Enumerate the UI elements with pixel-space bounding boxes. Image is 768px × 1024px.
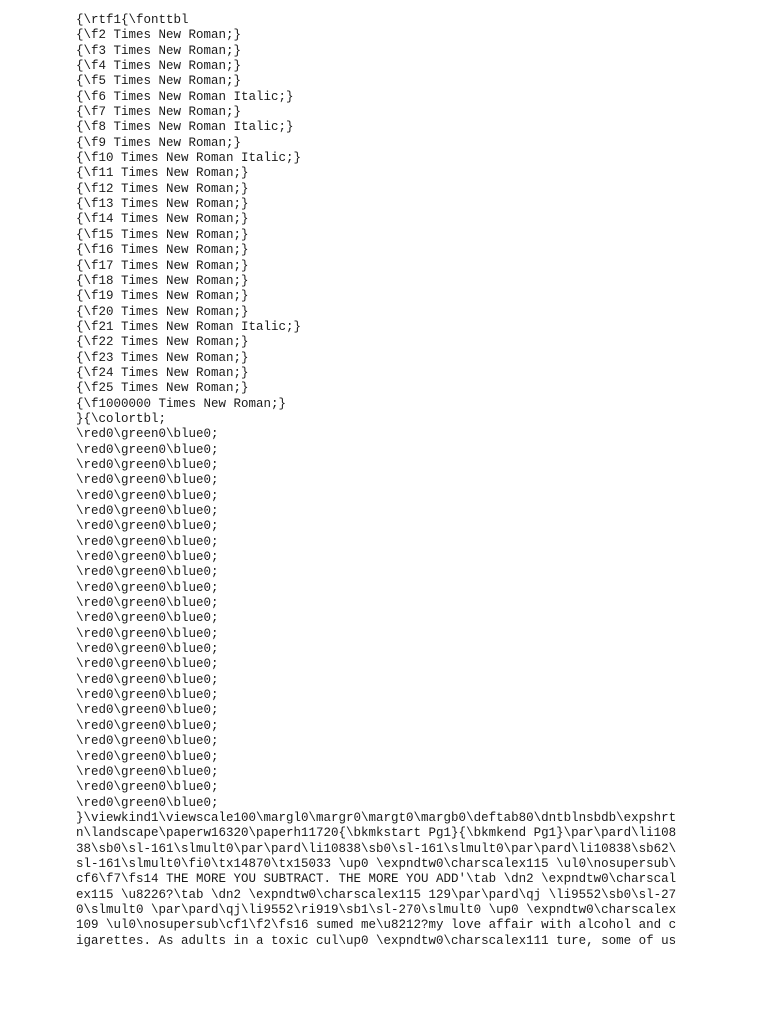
rtf-code-line: }{\colortbl; bbox=[76, 411, 167, 426]
rtf-code-line: 109 \ul0\nosupersub\cf1\f2\fs16 sumed me\u8212?my love affair with alcohol and c bbox=[76, 918, 677, 933]
rtf-code-line: \red0\green0\blue0; bbox=[76, 718, 219, 733]
rtf-code-line: {\f18 Times New Roman;} bbox=[76, 273, 249, 288]
rtf-code-line: {\f3 Times New Roman;} bbox=[76, 43, 242, 58]
rtf-code-line: \red0\green0\blue0; bbox=[76, 488, 219, 503]
rtf-code-line: \red0\green0\blue0; bbox=[76, 780, 219, 795]
rtf-code-line: \red0\green0\blue0; bbox=[76, 473, 219, 488]
rtf-code-line: {\rtf1{\fonttbl bbox=[76, 13, 189, 27]
rtf-code-line: \red0\green0\blue0; bbox=[76, 504, 219, 518]
rtf-code-line: n\landscape\paperw16320\paperh11720{\bkmkstart Pg1}{\bkmkend Pg1}\par\pard\li108 bbox=[76, 826, 677, 841]
rtf-code-line: \red0\green0\blue0; bbox=[76, 534, 219, 549]
rtf-source-document bbox=[76, 13, 676, 949]
rtf-code-line: sl-161\slmult0\fi0\tx14870\tx15033 \up0 \expndtw0\charscalex115 \ul0\nosupersub\ bbox=[76, 856, 677, 871]
rtf-code-line: {\f22 Times New Roman;} bbox=[76, 335, 249, 350]
rtf-code-line: \red0\green0\blue0; bbox=[76, 642, 219, 657]
rtf-code-line: {\f17 Times New Roman;} bbox=[76, 258, 249, 273]
rtf-code-line: \red0\green0\blue0; bbox=[76, 442, 219, 457]
rtf-code-line: }\viewkind1\viewscale100\margl0\margr0\margt0\margb0\deftab80\dntblnsbdb\expshrt bbox=[76, 810, 677, 825]
rtf-code-line: \red0\green0\blue0; bbox=[76, 596, 219, 611]
rtf-code-line: {\f20 Times New Roman;} bbox=[76, 304, 249, 319]
rtf-code-line: {\f15 Times New Roman;} bbox=[76, 227, 249, 242]
rtf-code-line: {\f13 Times New Roman;} bbox=[76, 197, 249, 212]
rtf-code-line: \red0\green0\blue0; bbox=[76, 580, 219, 595]
rtf-code-line: \red0\green0\blue0; bbox=[76, 688, 219, 703]
rtf-code-line: {\f1000000 Times New Roman;} bbox=[76, 396, 287, 411]
rtf-code-line: {\f6 Times New Roman Italic;} bbox=[76, 89, 294, 104]
rtf-code-line: \red0\green0\blue0; bbox=[76, 457, 219, 472]
rtf-code-line: {\f9 Times New Roman;} bbox=[76, 135, 242, 150]
rtf-code-line: {\f10 Times New Roman Italic;} bbox=[76, 151, 302, 166]
rtf-code-line: \red0\green0\blue0; bbox=[76, 657, 219, 672]
rtf-code-line: 0\slmult0 \par\pard\qj\li9552\ri919\sb1\sl-270\slmult0 \up0 \expndtw0\charscalex bbox=[76, 902, 677, 917]
rtf-code-line: {\f2 Times New Roman;} bbox=[76, 28, 242, 43]
rtf-code-line: {\f14 Times New Roman;} bbox=[76, 212, 249, 227]
rtf-code-line: \red0\green0\blue0; bbox=[76, 565, 219, 580]
rtf-code-line: igarettes. As adults in a toxic cul\up0 \expndtw0\charscalex111 ture, some of us bbox=[76, 933, 677, 948]
rtf-code-line: {\f24 Times New Roman;} bbox=[76, 365, 249, 380]
rtf-code-line: {\f8 Times New Roman Italic;} bbox=[76, 120, 294, 135]
rtf-code-line: {\f16 Times New Roman;} bbox=[76, 243, 249, 258]
rtf-code-line: cf6\f7\fs14 THE MORE YOU SUBTRACT. THE MORE YOU ADD'\tab \dn2 \expndtw0\charscal bbox=[76, 872, 677, 887]
rtf-code-line: \red0\green0\blue0; bbox=[76, 749, 219, 764]
rtf-code-line: {\f19 Times New Roman;} bbox=[76, 289, 249, 304]
rtf-code-line: {\f23 Times New Roman;} bbox=[76, 350, 249, 365]
rtf-code-line: {\f7 Times New Roman;} bbox=[76, 105, 242, 120]
rtf-code-line: \red0\green0\blue0; bbox=[76, 734, 219, 749]
rtf-code-line: \red0\green0\blue0; bbox=[76, 519, 219, 534]
rtf-code-line: {\f25 Times New Roman;} bbox=[76, 381, 249, 396]
rtf-code-line: {\f21 Times New Roman Italic;} bbox=[76, 319, 302, 334]
rtf-code-line: \red0\green0\blue0; bbox=[76, 703, 219, 718]
rtf-code-line: 38\sb0\sl-161\slmult0\par\pard\li10838\sb0\sl-161\slmult0\par\pard\li10838\sb62\ bbox=[76, 841, 677, 856]
rtf-code-line: ex115 \u8226?\tab \dn2 \expndtw0\charscalex115 129\par\pard\qj \li9552\sb0\sl-27 bbox=[76, 887, 677, 902]
rtf-code-line: \red0\green0\blue0; bbox=[76, 795, 219, 810]
rtf-code-line: \red0\green0\blue0; bbox=[76, 427, 219, 442]
rtf-code-line: {\f4 Times New Roman;} bbox=[76, 59, 242, 74]
rtf-code-line: \red0\green0\blue0; bbox=[76, 626, 219, 641]
rtf-code-line: {\f5 Times New Roman;} bbox=[76, 74, 242, 89]
rtf-code-line: \red0\green0\blue0; bbox=[76, 672, 219, 687]
rtf-code-line: \red0\green0\blue0; bbox=[76, 764, 219, 779]
rtf-code-line: \red0\green0\blue0; bbox=[76, 550, 219, 565]
rtf-code-line: \red0\green0\blue0; bbox=[76, 611, 219, 626]
rtf-code-line: {\f11 Times New Roman;} bbox=[76, 166, 249, 181]
rtf-code-line: {\f12 Times New Roman;} bbox=[76, 181, 249, 196]
